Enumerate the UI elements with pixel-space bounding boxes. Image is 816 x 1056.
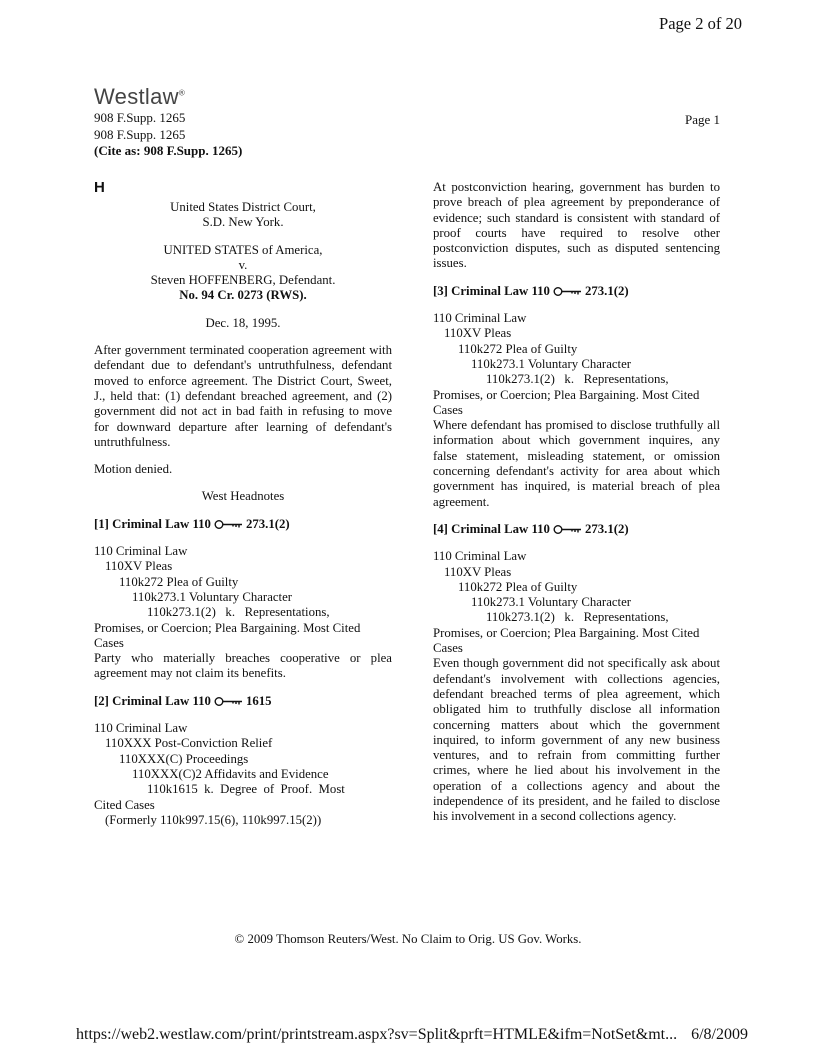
outline-line: 110k273.1 Voluntary Character	[471, 595, 632, 610]
outline-line: 110 Criminal Law	[433, 549, 527, 564]
outline-line: 110XXX(C)2 Affidavits and Evidence	[132, 766, 329, 781]
document-page-number: Page 1	[684, 112, 720, 127]
outline-line: 110XV Pleas	[444, 326, 512, 341]
citation-line: 908 F.Supp. 1265	[94, 126, 186, 142]
outline-line: 110 Criminal Law	[94, 721, 188, 736]
citation-block	[94, 110, 242, 160]
outline-line: 110 Criminal Law	[94, 544, 188, 559]
westlaw-logo-text: Westlaw	[94, 84, 179, 109]
cite-as-line: (Cite as: 908 F.Supp. 1265)	[94, 143, 243, 158]
headnote-2-title[interactable]	[94, 694, 392, 709]
key-number-icon	[214, 519, 244, 530]
outline-line: 110XV Pleas	[444, 564, 512, 579]
outline-line: 110k273.1(2) k. Representations,	[486, 610, 669, 625]
outline-line: 110k273.1(2) k. Representations,	[147, 605, 330, 620]
history-flag-icon: H	[94, 179, 105, 196]
court-district: S.D. New York.	[202, 215, 284, 230]
decision-date: Dec. 18, 1995.	[205, 315, 281, 330]
headnote-key-number: 273.1(2)	[584, 283, 629, 298]
key-number-icon	[214, 696, 244, 707]
outline-line: 110 Criminal Law	[433, 311, 527, 326]
headnote-3-text: Where defendant has promised to disclose truthfully all information about which government inquires, any false statement, misleading statement, or omission concerning defendant's activity for area about which government has inquired, is material breach of plea agreement.	[433, 418, 720, 509]
headnotes-title: West Headnotes	[201, 489, 285, 504]
outline-line: Promises, or Coercion; Plea Bargaining. Most Cited	[433, 387, 700, 402]
outline-line: Cited Cases	[94, 797, 155, 812]
headnote-3-outline	[433, 311, 720, 510]
headnote-title-text: [1] Criminal Law 110	[94, 516, 211, 531]
outline-line: 110XXX(C) Proceedings	[119, 751, 249, 766]
headnote-key-number: 1615	[245, 693, 272, 708]
headnote-4-outline	[433, 549, 720, 824]
key-number-icon	[553, 286, 583, 297]
outline-line: 110k272 Plea of Guilty	[458, 579, 578, 594]
headnote-title-text: [3] Criminal Law 110	[433, 283, 550, 298]
headnote-1-title[interactable]	[94, 517, 392, 532]
headnote-title-text: [4] Criminal Law 110	[433, 521, 550, 536]
headnote-2-text: At postconviction hearing, government has burden to prove breach of plea agreement by preponderance of evidence; such standard is consistent with standard of proof courts have required to resolve other postconviction disputes, such as disputed sentencing issues.	[433, 180, 720, 271]
party-defendant: Steven HOFFENBERG, Defendant.	[150, 273, 336, 288]
outline-line: 110k273.1 Voluntary Character	[132, 589, 293, 604]
party-plaintiff: UNITED STATES of America,	[163, 242, 323, 257]
outline-line: Cases	[433, 402, 463, 417]
outline-line: 110XV Pleas	[105, 559, 173, 574]
headnote-key-number: 273.1(2)	[245, 516, 290, 531]
citation-line: 908 F.Supp. 1265	[94, 110, 186, 125]
outline-line: Promises, or Coercion; Plea Bargaining. Most Cited	[94, 620, 361, 635]
outline-line: 110k272 Plea of Guilty	[119, 574, 239, 589]
right-column	[433, 180, 720, 837]
left-column	[94, 180, 392, 840]
headnote-title-text: [2] Criminal Law 110	[94, 693, 211, 708]
versus-label: v.	[238, 257, 248, 272]
print-url: https://web2.westlaw.com/print/printstream.aspx?sv=Split&prft=HTMLE&ifm=NotSet&mt...	[76, 1026, 678, 1043]
outline-line: Cases	[94, 635, 124, 650]
headnote-4-title[interactable]	[433, 522, 720, 537]
headnote-key-number: 273.1(2)	[584, 521, 629, 536]
headnote-4-text: Even though government did not specifically ask about defendant's involvement with collections agencies, defendant breached terms of plea agreement, which obligated him to truthfully disclose all information concerning matters about which the government inquired, to inform government of any new business ventures, and to refrain from committing further crimes, where he lied about his involvement in the operation of a collections agency and about the independence of its president, and he failed to disclose his involvement in a second collections agency.	[433, 656, 720, 824]
outline-line: 110k1615 k. Degree of Proof. Most	[147, 782, 345, 797]
outline-line: 110k272 Plea of Guilty	[458, 341, 578, 356]
copyright-notice: © 2009 Thomson Reuters/West. No Claim to Orig. US Gov. Works.	[234, 932, 582, 946]
outline-line: (Formerly 110k997.15(6), 110k997.15(2))	[105, 812, 322, 827]
disposition: Motion denied.	[94, 462, 173, 477]
outline-line: 110k273.1 Voluntary Character	[471, 356, 632, 371]
outline-line: 110XXX Post-Conviction Relief	[105, 736, 273, 751]
headnote-1-text: Party who materially breaches cooperative or plea agreement may not claim its benefits.	[94, 651, 392, 681]
outline-line: Promises, or Coercion; Plea Bargaining. Most Cited	[433, 625, 700, 640]
westlaw-logo	[94, 84, 185, 110]
outline-line: 110k273.1(2) k. Representations,	[486, 372, 669, 387]
print-date: 6/8/2009	[691, 1026, 748, 1043]
outline-line: Cases	[433, 641, 463, 656]
print-page-count: Page 2 of 20	[659, 14, 742, 33]
docket-number: No. 94 Cr. 0273 (RWS).	[179, 288, 307, 303]
case-synopsis: After government terminated cooperation agreement with defendant due to defendant's untruthfulness, defendant moved to enforce agreement. The District Court, Sweet, J., held that: (1) defendant breached agreement, and (2) government did not act in bad faith in refusing to move for downward departure after learning of defendant's untruthfulness.	[94, 343, 392, 449]
headnote-1-outline	[94, 544, 392, 682]
key-number-icon	[553, 524, 583, 535]
headnote-3-title[interactable]	[433, 284, 720, 299]
westlaw-logo-mark: ®	[178, 88, 186, 98]
headnote-2-outline	[94, 721, 392, 828]
court-name: United States District Court,	[170, 200, 316, 214]
